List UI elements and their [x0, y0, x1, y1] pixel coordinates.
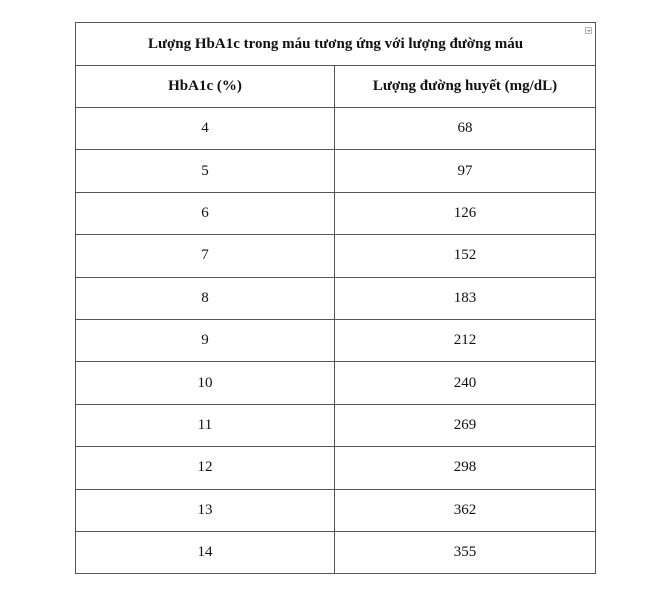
table-row	[76, 150, 596, 192]
hba1c-cell: 7	[76, 235, 335, 277]
hba1c-cell: 11	[76, 404, 335, 446]
glucose-cell: 152	[335, 235, 596, 277]
hba1c-cell: 6	[76, 192, 335, 234]
header-row	[76, 66, 596, 108]
hba1c-cell: 10	[76, 362, 335, 404]
hba1c-cell: 9	[76, 319, 335, 361]
glucose-cell: 183	[335, 277, 596, 319]
table-row	[76, 108, 596, 150]
glucose-cell: 355	[335, 531, 596, 573]
hba1c-cell: 14	[76, 531, 335, 573]
hba1c-cell: 5	[76, 150, 335, 192]
table-title-cell	[76, 23, 596, 66]
table-row	[76, 404, 596, 446]
glucose-cell: 68	[335, 108, 596, 150]
glucose-cell: 126	[335, 192, 596, 234]
glucose-cell: 97	[335, 150, 596, 192]
column-header-hba1c: HbA1c (%)	[76, 66, 335, 108]
table-row	[76, 192, 596, 234]
hba1c-cell: 8	[76, 277, 335, 319]
table-handle-icon[interactable]	[585, 27, 592, 34]
hba1c-cell: 4	[76, 108, 335, 150]
glucose-cell: 212	[335, 319, 596, 361]
glucose-cell: 240	[335, 362, 596, 404]
table-row	[76, 319, 596, 361]
column-header-glucose: Lượng đường huyết (mg/dL)	[335, 66, 596, 108]
hba1c-cell: 13	[76, 489, 335, 531]
table-row	[76, 489, 596, 531]
glucose-cell: 269	[335, 404, 596, 446]
title-row	[76, 23, 596, 66]
table-title: Lượng HbA1c trong máu tương ứng với lượng đường máu	[147, 35, 524, 52]
hba1c-cell: 12	[76, 447, 335, 489]
table-row	[76, 277, 596, 319]
table-row	[76, 362, 596, 404]
table-row	[76, 447, 596, 489]
hba1c-glucose-table	[75, 22, 596, 574]
table-row	[76, 235, 596, 277]
table-row	[76, 531, 596, 573]
glucose-cell: 362	[335, 489, 596, 531]
glucose-cell: 298	[335, 447, 596, 489]
